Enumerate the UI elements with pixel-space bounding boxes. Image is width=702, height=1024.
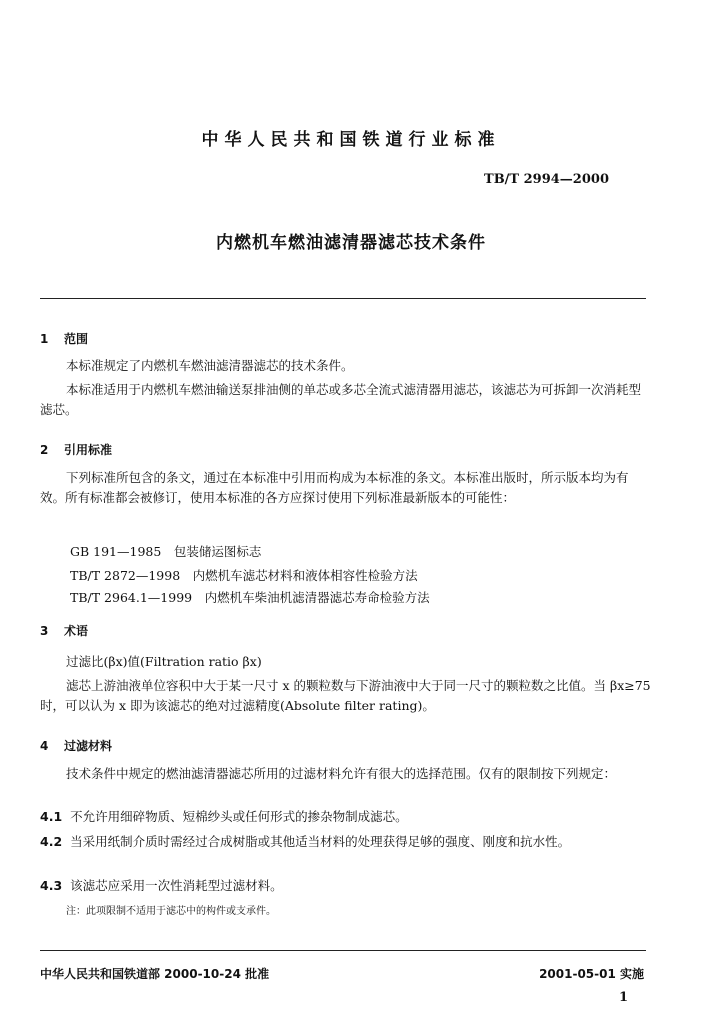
section-4-intro: 技术条件中规定的燃油滤清器滤芯所用的过滤材料允许有很大的选择范围。仅有的限制按下列规定： bbox=[66, 766, 617, 781]
term-name: 过滤比(βx)值(Filtration ratio βx) bbox=[66, 654, 262, 669]
section-title: 引用标准 bbox=[64, 443, 113, 457]
section-1-para-2: 本标准适用于内燃机车燃油输送泵排油侧的单芯或多芯全流式滤清器用滤芯，该滤芯为可拆卸一次消耗型滤芯。 bbox=[40, 382, 642, 417]
standard-number: TB/T 2994—2000 bbox=[484, 172, 609, 187]
section-title: 术语 bbox=[64, 624, 89, 638]
clause-number: 4.1 bbox=[40, 809, 63, 824]
clause-4-3 bbox=[40, 876, 652, 896]
issuing-body-title: 中华人民共和国铁道行业标准 bbox=[201, 130, 501, 150]
section-4-heading bbox=[40, 737, 112, 754]
effective-date: 2001-05-01 实施 bbox=[539, 967, 644, 981]
reference-item: GB 191—1985 包装储运图标志 bbox=[70, 544, 262, 559]
section-1-para-1: 本标准规定了内燃机车燃油滤清器滤芯的技术条件。 bbox=[66, 358, 354, 373]
section-1-heading bbox=[40, 330, 88, 347]
reference-item: TB/T 2872—1998 内燃机车滤芯材料和液体相容性检验方法 bbox=[70, 568, 418, 583]
document-title: 内燃机车燃油滤清器滤芯技术条件 bbox=[216, 233, 486, 253]
section-title: 范围 bbox=[64, 332, 89, 346]
clause-number: 4.3 bbox=[40, 878, 63, 893]
clause-4-1 bbox=[40, 807, 652, 827]
section-number: 3 bbox=[40, 624, 49, 638]
section-number: 2 bbox=[40, 443, 49, 457]
bottom-divider bbox=[40, 950, 646, 951]
section-2-heading bbox=[40, 441, 112, 458]
term-definition: 滤芯上游油液单位容积中大于某一尺寸 x 的颗粒数与下游油液中大于同一尺寸的颗粒数之比值。当 βx≥75 时，可以认为 x 即为该滤芯的绝对过滤精度(Absolute filter rating)。 bbox=[40, 678, 651, 713]
clause-text: 该滤芯应采用一次性消耗型过滤材料。 bbox=[70, 878, 283, 893]
approval-statement: 中华人民共和国铁道部 2000-10-24 批准 bbox=[40, 967, 270, 981]
reference-item: TB/T 2964.1—1999 内燃机车柴油机滤清器滤芯寿命检验方法 bbox=[70, 590, 430, 605]
section-3-heading bbox=[40, 622, 88, 639]
page-number: 1 bbox=[618, 990, 628, 1005]
clause-number: 4.2 bbox=[40, 834, 63, 849]
clause-note: 注：此项限制不适用于滤芯中的构件或支承件。 bbox=[66, 906, 276, 917]
clause-text: 当采用纸制介质时需经过合成树脂或其他适当材料的处理获得足够的强度、刚度和抗水性。 bbox=[70, 834, 571, 849]
section-number: 4 bbox=[40, 739, 49, 753]
section-title: 过滤材料 bbox=[64, 739, 113, 753]
clause-text: 不允许用细碎物质、短棉纱头或任何形式的掺杂物制成滤芯。 bbox=[70, 809, 408, 824]
top-divider bbox=[40, 298, 646, 299]
clause-4-2 bbox=[40, 832, 652, 852]
section-2-para: 下列标准所包含的条文，通过在本标准中引用而构成为本标准的条文。本标准出版时，所示版本均为有效。所有标准都会被修订，使用本标准的各方应探讨使用下列标准最新版本的可能性： bbox=[40, 470, 629, 505]
section-number: 1 bbox=[40, 332, 49, 346]
